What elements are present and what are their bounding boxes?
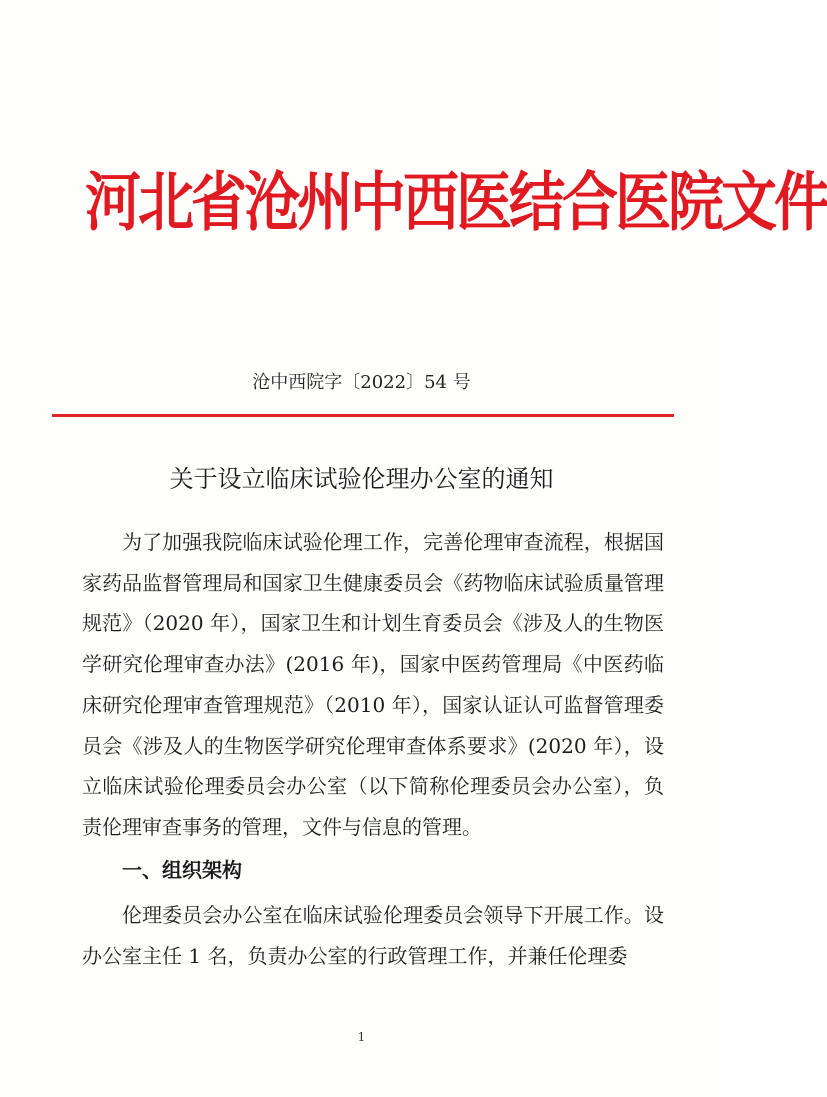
page-number: 1 bbox=[357, 1030, 366, 1044]
document-number: 沧中西院字〔2022〕54 号 bbox=[252, 372, 471, 393]
red-divider-line bbox=[52, 414, 674, 417]
intro-paragraph: 为了加强我院临床试验伦理工作，完善伦理审查流程，根据国家药品监督管理局和国家卫生健康委员会《药物临床试验质量管理规范》（2020 年），国家卫生和计划生育委员会《涉及人的生物医学研究伦理审查办法》(2016 年)，国家中医药管理局《中医药临床研究伦理审查管理规范》（2010 年），国家认证认可监督管理委员会《涉及人的生物医学研究伦理审查体系要求》(2020 年），设立临床试验伦理委员会办公室（以下简称伦理委员会办公室），负责伦理审查事务的管理，文件与信息的管理。 bbox=[82, 530, 664, 839]
document-masthead: 河北省沧州中西医结合医院文件 bbox=[85, 166, 827, 241]
section-heading-organization: 一、组织架构 bbox=[122, 858, 242, 882]
document-title: 关于设立临床试验伦理办公室的通知 bbox=[169, 465, 554, 493]
section-paragraph: 伦理委员会办公室在临床试验伦理委员会领导下开展工作。设办公室主任 1 名，负责办公室的行政管理工作，并兼任伦理委 bbox=[82, 903, 664, 968]
intro-paragraph-block bbox=[82, 522, 664, 848]
section-paragraph-block bbox=[82, 895, 664, 976]
